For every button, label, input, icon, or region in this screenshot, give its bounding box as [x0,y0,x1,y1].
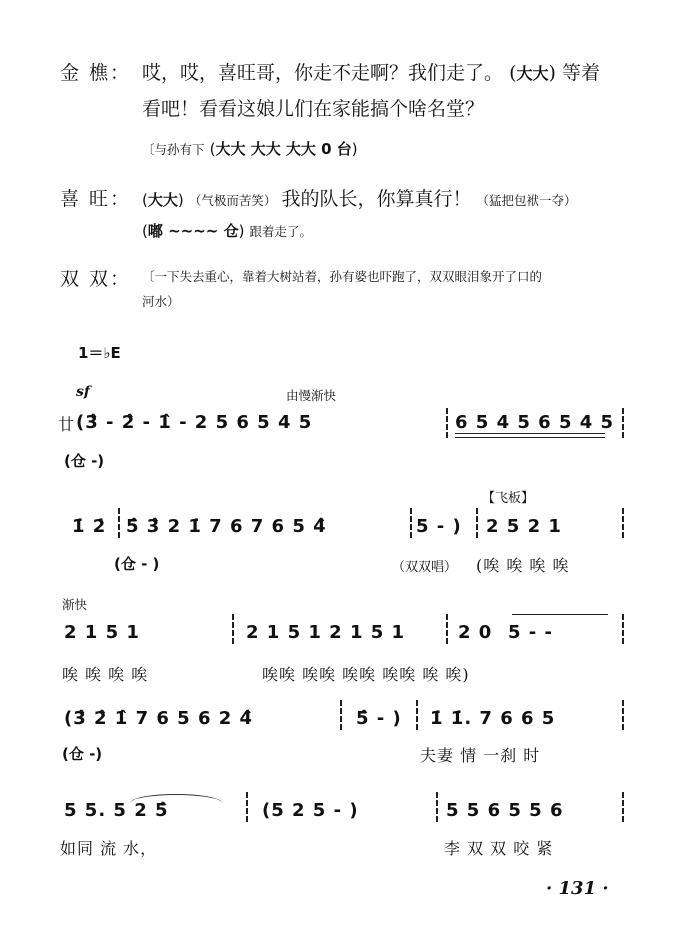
notation-measure: 1̇ 2̇ [72,516,107,537]
speaker-shuangshuang: 双 双： [60,268,132,290]
tempo-marking: 由慢渐快 [286,388,337,403]
barline [622,700,624,730]
notation-measure: 5 - - [508,622,553,643]
speaker-jinqiao: 金 樵： [60,62,132,84]
dialogue-text: 我的队长，你算真行！ [281,188,472,210]
dialogue-line: 看吧！看看这娘儿们在家能搞个啥名堂？ [142,98,485,120]
lyric-line: (唉 唉 唉 唉 [476,556,570,575]
percussion-cue: (大大) [142,191,184,209]
beam-line [455,433,605,434]
lyric-line: 唉 唉 唉 唉 [62,665,149,684]
notation-measure: 2 5 2 1 [486,516,562,537]
barline [118,508,120,538]
percussion-cue: (大大 大大 大大 0 台) [209,140,358,158]
notation-measure: 5 5 6 5 5 6 [446,800,564,821]
percussion-row: (仓 -) [64,452,105,470]
dialogue-text: 等着 [561,62,600,84]
dialogue-line [142,58,600,85]
notation-measure: (5 2 5 - ) [262,800,359,821]
stage-text: （猛把包袱一夺） [476,193,577,208]
notation-measure: (3̂ 2̂ 1̂ 7 6 5 6 2 4̂ [64,708,254,729]
dialogue-text: 哎，哎，喜旺哥，你走不走啊？我们走了。 [142,62,504,84]
barline [410,508,412,538]
barline [246,792,248,822]
barline [446,408,448,438]
stage-text: （气极而苦笑） [188,193,277,208]
stage-direction: 〔一下失去重心，靠着大树站着，孙有婆也吓跑了，双双眼泪象开了口的 [142,269,543,284]
percussion-cue: (嘟 ~~~~ 仓) [142,222,245,240]
lyric-line: 唉唉 唉唉 唉唉 唉唉 唉 唉) [262,665,470,684]
notation-measure: 1̇ 1̇. 7 6 6 5 [430,708,556,729]
beam-line [455,437,605,438]
barline [232,614,234,644]
page-number: · 131 · [546,878,609,899]
tie-line [512,614,608,615]
percussion-cue: (大大) [509,62,556,84]
section-label: 【飞板】 [482,491,535,506]
barline [622,508,624,538]
stage-direction [142,138,358,159]
slur [130,794,222,803]
notation-measure: 2 1 5 1 [64,622,140,643]
dialogue-line [142,220,312,241]
notation-measure: 5 5. 5 2 5̂ [64,800,169,821]
notation-measure: 2 1 5 1 2 1 5 1 [246,622,406,643]
lyric-line: 夫妻 情 一刹 时 [420,746,541,765]
tempo-marking: 渐快 [62,597,88,612]
barline [622,614,624,644]
barline [622,792,624,822]
stage-text: 跟着走了。 [249,224,313,239]
key-signature: 1＝♭E [78,344,121,362]
barline [340,700,342,730]
stage-direction: 河水） [142,294,180,309]
barline [436,792,438,822]
notation-measure: (3̂ - 2̂ - 1̂ - 2 5 6 5 4 5 [76,412,313,433]
notation-measure: 5̂ 3̂ 2 1̇ 7 6 7 6 5 4̂ [126,516,327,537]
dynamic-marking: sf [76,384,90,400]
percussion-row: (仓 - ) [114,555,160,573]
notation-measure: 2 0 [458,622,493,643]
percussion-row: (仓 -) [62,745,103,763]
dialogue-line [142,184,577,211]
barline [446,614,448,644]
barline [622,408,624,438]
singer-cue: （双双唱） [392,560,458,575]
lyric-line: 如同 流 水， [60,839,158,858]
notation-measure: 6 5 4 5 6 5 4 5 [455,412,615,433]
speaker-xiwang: 喜 旺： [60,188,132,210]
lyric-line: 李 双 双 咬 紧 [444,839,554,858]
stage-text: 〔与孙有下 [142,142,205,157]
barline [416,700,418,730]
notation-measure: 5 - ) [416,516,462,537]
notation-measure: 5̂ - ) [356,708,402,729]
intro-marker: 廿 [58,415,76,434]
barline [476,508,478,538]
